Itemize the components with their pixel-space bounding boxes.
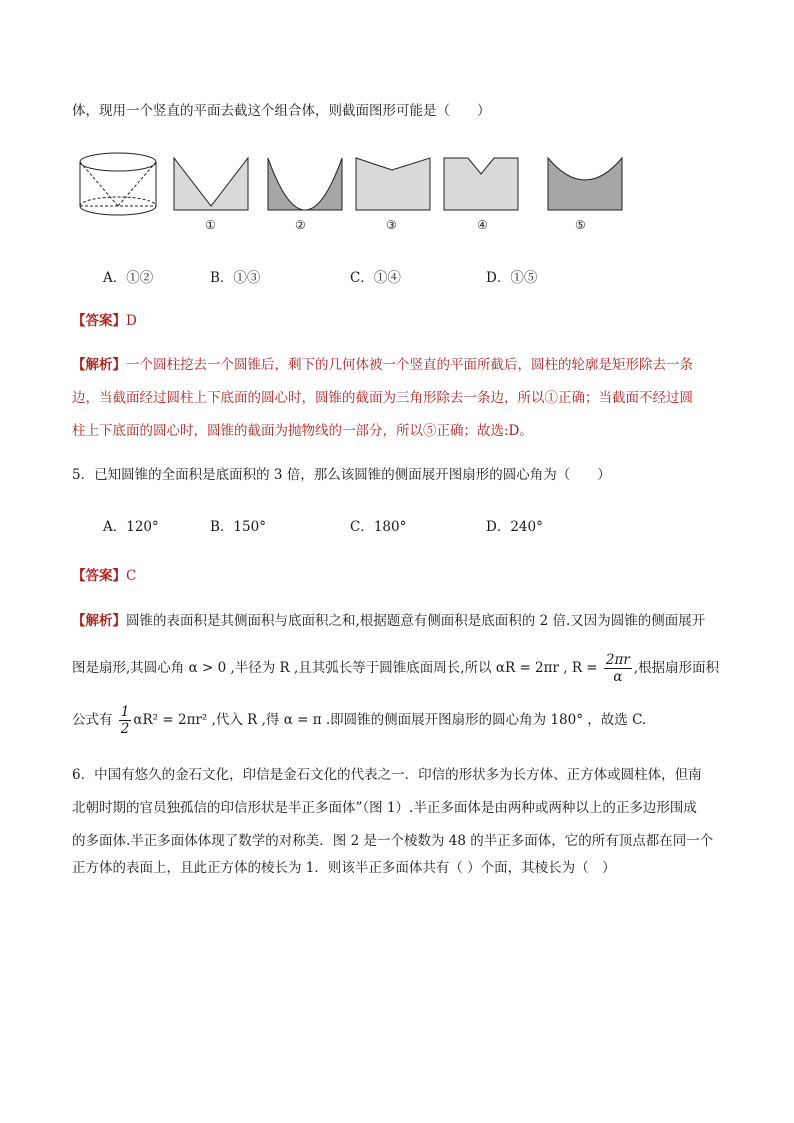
q4-option-a: A．①② (103, 270, 154, 286)
analysis-text: ,根据扇形面积 (633, 660, 720, 676)
q4-option-c: C．①④ (350, 270, 401, 286)
figure-label-2: ② (295, 218, 306, 232)
q6-line-4: 正方体的表面上，且此正方体的棱长为 1．则该半正多面体共有（ ）个面，其棱长为（ ） (72, 860, 616, 876)
section-figure-5 (548, 158, 622, 210)
q4-answer (72, 311, 137, 331)
section-figure-2 (268, 158, 342, 210)
section-figure-3 (356, 158, 430, 210)
figure-label-5: ⑤ (575, 218, 586, 232)
fraction-numerator: 2πr (605, 652, 630, 668)
section-figure-4 (444, 158, 518, 210)
figure-label-3: ③ (386, 218, 397, 232)
section-figure-1 (174, 158, 248, 210)
fraction-one-half (119, 704, 132, 737)
fraction-numerator: 1 (120, 704, 130, 720)
figure-label-1: ① (205, 218, 216, 232)
q6-line-3: 的多面体.半正多面体体现了数学的对称美．图 2 是一个棱数为 48 的半正多面体，它的所有顶点都在同一个 (72, 833, 714, 849)
q5-option-a: A．120° (103, 519, 159, 535)
q5-option-b: B．150° (210, 519, 266, 535)
q5-analysis-line-2 (72, 650, 719, 686)
answer-tag: 【答案】 (72, 568, 126, 584)
q5-analysis-line-1 (72, 611, 705, 631)
cylinder-cone-figure (80, 153, 156, 215)
q4-analysis-line-3: 柱上下底面的圆心时，圆锥的截面为抛物线的一部分，所以⑤正确；故选:D。 (72, 423, 533, 439)
figure-label-4: ④ (477, 218, 488, 232)
q4-option-d: D．①⑤ (486, 270, 538, 286)
answer-tag: 【答案】 (72, 313, 126, 329)
answer-value: D (126, 313, 137, 329)
analysis-text: 一个圆柱挖去一个圆锥后，剩下的几何体被一个竖直的平面所截后，圆柱的轮廓是矩形除去一条 (126, 357, 693, 373)
q5-analysis-line-3 (72, 702, 646, 738)
q4-stem: 体，现用一个竖直的平面去截这个组合体，则截面图形可能是（ ） (72, 103, 491, 119)
q5-stem: 5．已知圆锥的全面积是底面积的 3 倍，那么该圆锥的侧面展开图扇形的圆心角为（ ） (72, 467, 611, 483)
fraction-2pir-over-alpha (604, 652, 632, 685)
q4-analysis-line-1 (72, 355, 693, 375)
q5-option-d: D．240° (486, 519, 543, 535)
analysis-text: 公式有 (72, 712, 113, 728)
fraction-denominator: 2 (120, 721, 130, 737)
analysis-text: 图是扇形,其圆心角 α > 0 ,半径为 R ,且其弧长等于圆锥底面周长,所以 αR = 2πr , R = (72, 660, 598, 676)
q4-analysis-line-2: 边，当截面经过圆柱上下底面的圆心时，圆锥的截面为三角形除去一条边，所以①正确；当截面不经过圆 (72, 390, 693, 406)
answer-value: C (126, 568, 137, 584)
q5-answer (72, 566, 136, 586)
analysis-text: αR² = 2πr² ,代入 R ,得 α = π .即圆锥的侧面展开图扇形的圆心角为 180° ，故选 C. (133, 712, 647, 728)
analysis-tag: 【解析】 (72, 357, 126, 373)
q5-option-c: C．180° (350, 519, 407, 535)
analysis-text: 圆锥的表面积是其侧面积与底面积之和,根据题意有侧面积是底面积的 2 倍.又因为圆锥的侧面展开 (126, 613, 706, 629)
q6-line-1: 6．中国有悠久的金石文化，印信是金石文化的代表之一．印信的形状多为长方体、正方体或圆柱体，但南 (72, 767, 702, 783)
q6-line-2: 北朝时期的官员独孤信的印信形状是半正多面体”（图 1）.半正多面体是由两种或两种以上的正多边形围成 (72, 800, 697, 816)
analysis-tag: 【解析】 (72, 613, 126, 629)
q4-option-b: B．①③ (210, 270, 261, 286)
fraction-denominator: α (613, 669, 623, 685)
q4-figures (78, 152, 638, 242)
